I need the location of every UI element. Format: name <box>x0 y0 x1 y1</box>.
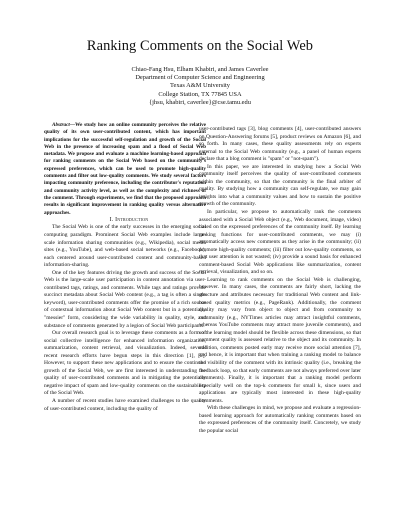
abstract <box>44 122 206 217</box>
author-university: Texas A&M University <box>170 82 230 90</box>
author-emails: {jhsu, khabiri, caverlee}@cse.tamu.edu <box>149 98 251 106</box>
intro-paragraph: user-contributed tags [3], blog comments [4], user-contributed answers on Question-Answering forums [5], product reviews on Amazon [6], and so forth. In many cases, these quality assessments rely on experts external to the Social Web community (e.g., a panel of human experts declare that a blog comment is "spam" or "not-spam"). <box>199 126 361 163</box>
author-block <box>0 66 400 107</box>
author-names: Chiao-Fang Hsu, Elham Khabiri, and James Caverlee <box>131 66 269 73</box>
author-department: Department of Computer Science and Engineering <box>135 74 265 82</box>
author-address: College Station, TX 77845 USA <box>158 90 242 98</box>
abstract-lead: Abstract <box>52 122 70 128</box>
intro-paragraph: Our overall research goal is to leverage these comments as a form of social collective intelligence for enhanced information organization, summarization, content retrieval, and visualization. Indeed, several recent research efforts have begun steps in this direction [1], [2]. However, to support these new applications and to ensure the continued growth of the Social Web, we are first interested in understanding the quality of user-contributed comments and in mitigating the potentially negative impact of spam and low-quality comments on the sustainability of the Social Web. <box>44 330 206 397</box>
section-heading-introduction: I. Introduction <box>109 216 149 223</box>
intro-paragraph: In this paper, we are interested in studying how a Social Web community itself perceives the quality of user-contributed comments within the community, so that the community is the final arbiter of quality. By studying how a community can self-regulate, we may gain insights into what a community values and how to sustain the positive growth of the community. <box>199 163 361 208</box>
intro-paragraph: One of the key features driving the growth and success of the Social Web is the large-scale user participation in content annotation via user-contributed tags, ratings, and comments. While tags and ratings provide succinct metadata about Social Web content (e.g., a tag is often a single keyword), user-contributed comments offer the promise of a rich source of contextual information about Social Web content but in a potentially "messier" form, considering the wide variability in quality, style, and substance of comments generated by a legion of Social Web participants. <box>44 269 206 329</box>
paper-title: Ranking Comments on the Social Web <box>86 38 314 54</box>
intro-paragraph: Learning to rank comments on the Social Web is challenging, however. In many cases, the comments are fairly short, lacking the structure and attributes necessary for traditional Web content and link-based quality metrics (e.g., PageRank). Additionally, the comment quality may vary from object to object and from community to community (e.g., NYTimes articles may attract insightful comments, whereas YouTube comments may attract more juvenile comments), and so the learning model should be flexible across these dimensions, so that comment quality is assessed relative to the object and its community. In addition, comments posted early may receive more social attention [7], and hence, it is important that when training a ranking model to balance the visibility of the comment with its intrinsic quality (i.e., breaking the feedback loop, so that early comments are not always preferred over later comments). Finally, it is important that a ranking model perform especially well on the top-k comments for small k, since users and applications are typically most interested in these high-quality comments. <box>199 276 361 404</box>
intro-paragraph: In particular, we propose to automatically rank the comments associated with a Social Web object (e.g., Web document, image, video) based on the expressed preferences of the community itself. By learning ranking functions for user-contributed comments, we may (i) automatically access new comments as they arise in the community; (ii) promote high-quality comments; (iii) filter out low-quality comments, so that user attention is not wasted; (iv) provide a sound basis for enhanced comment-based Social Web applications like summarization, content retrieval, visualization, and so on. <box>199 209 361 276</box>
intro-paragraph: With these challenges in mind, we propose and evaluate a regression-based learning approach for automatically ranking comments based on the expressed preferences of the community itself. Concretely, we study the popular social <box>199 405 361 434</box>
abstract-dash: — <box>69 122 76 128</box>
left-column <box>44 122 206 413</box>
intro-paragraph: The Social Web is one of the early successes in the emerging social computing paradigm. Prominent Social Web examples include large-scale information sharing communities (e.g., Wikipedia), social media sites (e.g., YouTube), and web-based social networks (e.g., Facebook), each centered around user-contributed content and community-based information-sharing. <box>44 224 206 269</box>
right-column <box>199 126 361 435</box>
intro-paragraph: A number of recent studies have examined challenges to the quality of user-contributed content, including the quality of <box>44 397 206 412</box>
abstract-text: We study how an online community perceives the relative quality of its own user-contributed content, which has important implications for the successful self-regulation and growth of the Social Web in the presence of increasing spam and a flood of Social Web metadata. We propose and evaluate a machine learning-based approach for ranking comments on the Social Web based on the community's expressed preferences, which can be used to promote high-quality comments and filter out low-quality comments. We study several factors impacting community preference, including the contributor's reputation and community activity level, as well as the complexity and richness of the comment. Through experiments, we find that the proposed approach results in significant improvement in ranking quality versus alternative approaches. <box>44 122 206 216</box>
